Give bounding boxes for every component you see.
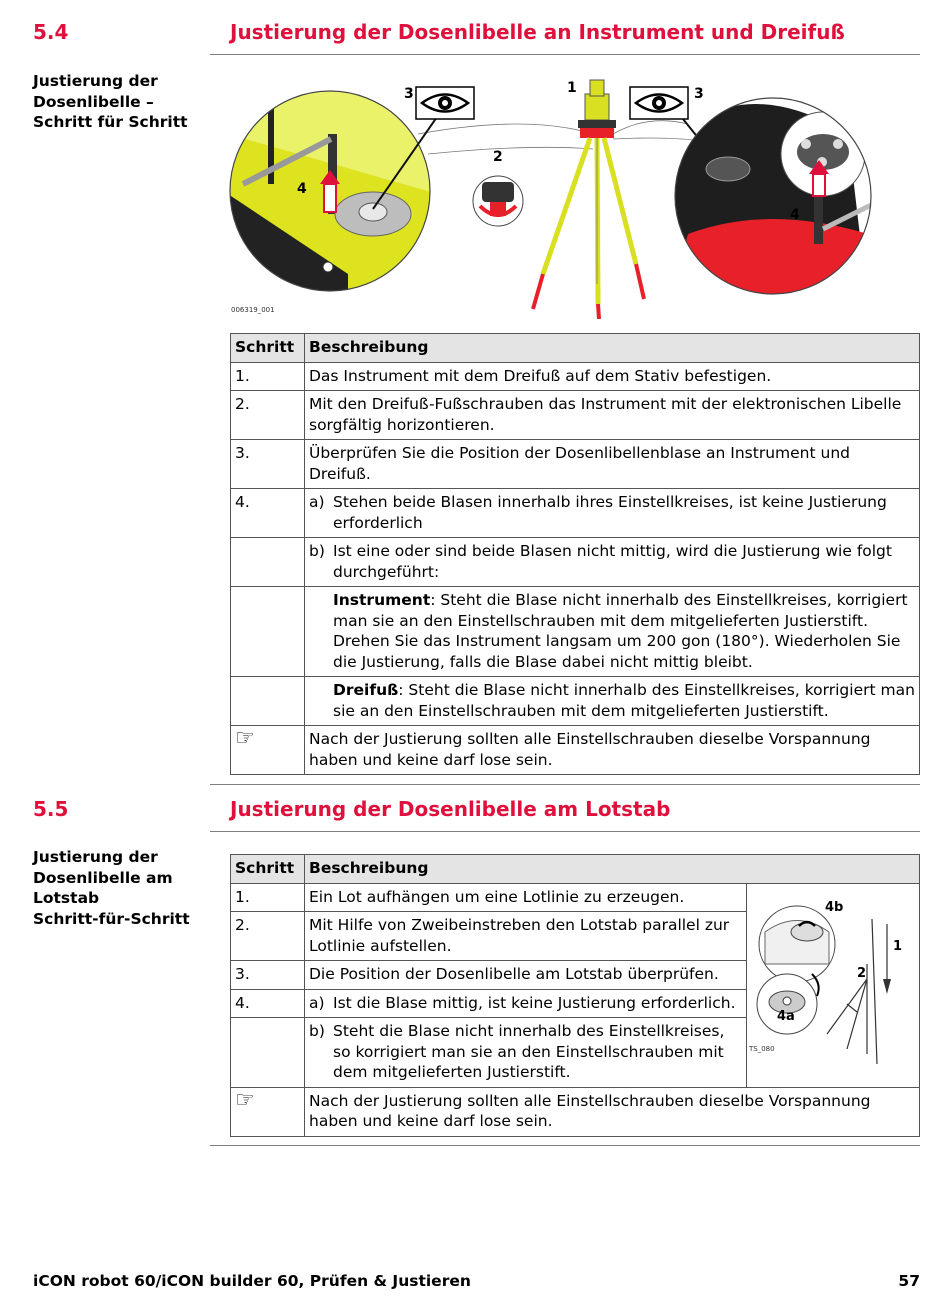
table-row [231,538,920,587]
side-heading-line: Justierung der [33,72,158,90]
table-row [231,489,920,538]
step-text [305,587,920,677]
side-heading-line: Lotstab [33,889,100,907]
step-number: 4. [231,989,305,1018]
steps-table [230,854,920,1137]
step-text: Das Instrument mit dem Dreifuß auf dem Stativ befestigen. [305,362,920,391]
hand-pointer-icon: ☞ [231,1087,305,1136]
side-heading [33,71,208,133]
note-text: Nach der Justierung sollten alle Einstellschrauben dieselbe Vorspannung haben und keine darf lose sein. [305,1087,920,1136]
side-heading-line: Dosenlibelle – [33,92,154,111]
step-text [305,677,920,726]
section-title: Justierung der Dosenlibelle an Instrument und Dreifuß [230,20,845,44]
step-text: Die Position der Dosenlibelle am Lotstab überprüfen. [305,961,747,990]
step-number [231,538,305,587]
instrument-detail-right [668,94,903,304]
note-text: Nach der Justierung sollten alle Einstellschrauben dieselbe Vorspannung haben und keine darf lose sein. [305,726,920,775]
sub-text: Stehen beide Blasen innerhalb ihres Einstellkreises, ist keine Justierung erforderlich [333,493,887,532]
table-row [231,883,920,912]
step-text: Mit Hilfe von Zweibeinstreben den Lotstab parallel zur Lotlinie aufstellen. [305,912,747,961]
footscrew-detail [473,176,523,226]
bold-term: Dreifuß [333,681,399,699]
steps-table [230,333,920,775]
section-rule [210,831,920,832]
table-row [231,726,920,775]
page-number: 57 [898,1272,920,1290]
sub-text: : Steht die Blase nicht innerhalb des Einstellkreises, korrigiert man sie an den Einstellschrauben mit dem mitgelieferten Justierstift. Drehen Sie das Instrument langsam um 200 gon (180°). Wiederholen Sie die Justierung, falls die Blase dabei nicht mittig bleibt. [333,591,908,671]
hand-pointer-icon: ☞ [231,726,305,775]
plumb-bob-icon [883,979,891,994]
table-row [231,391,920,440]
plumb-pole-figure [747,884,917,1074]
section-number: 5.5 [33,797,69,821]
table-row [231,677,920,726]
section-rule [210,1145,920,1146]
footer-title: iCON robot 60/iCON builder 60, Prüfen & Justieren [33,1272,471,1290]
side-heading-line: Justierung der [33,848,158,866]
tripod-instrument [533,80,644,319]
header-step: Schritt [231,334,305,363]
step-number: 2. [231,391,305,440]
table-header-row [231,334,920,363]
step-number: 3. [231,961,305,990]
sub-text: Ist eine oder sind beide Blasen nicht mittig, wird die Justierung wie folgt durchgeführt: [333,542,892,581]
callout-3-left: 3 [404,86,414,102]
step-number: 2. [231,912,305,961]
callout-2: 2 [857,965,867,981]
step-text [305,989,747,1018]
header-description: Beschreibung [305,334,920,363]
side-heading [33,847,208,929]
sub-label: b) [309,1022,325,1040]
sub-label: a) [309,993,325,1012]
adjustment-figure [228,74,918,319]
callout-4b: 4b [825,899,844,915]
step-text: Überprüfen Sie die Position der Dosenlibellenblase an Instrument und Dreifuß. [305,440,920,489]
table-row [231,440,920,489]
side-heading-line: Dosenlibelle am [33,868,173,887]
eye-icon [630,87,688,119]
bold-term: Instrument [333,591,431,609]
step-number: 4. [231,489,305,538]
callout-4-left: 4 [297,181,307,197]
callout-2: 2 [493,149,503,165]
step-number: 3. [231,440,305,489]
header-step: Schritt [231,855,305,884]
step-number [231,677,305,726]
tribrach-detail-left [228,74,438,314]
table-row [231,1087,920,1136]
step-number: 1. [231,362,305,391]
table-row [231,362,920,391]
section-rule [210,784,920,785]
step-number: 1. [231,883,305,912]
pole-figure-cell [747,883,920,1087]
figure-code: TS_080 [749,1044,775,1053]
header-description: Beschreibung [305,855,920,884]
callout-1: 1 [567,80,577,96]
side-heading-line: Schritt-für-Schritt [33,909,190,928]
section-title: Justierung der Dosenlibelle am Lotstab [230,797,671,821]
sub-text: Steht die Blase nicht innerhalb des Einstellkreises, so korrigiert man sie an den Einstellschrauben mit dem mitgelieferten Justierstift. [333,1022,725,1081]
callout-4-right: 4 [790,207,800,223]
step-text [305,489,920,538]
table-row [231,587,920,677]
sub-label: a) [309,493,325,511]
figure-code: 006319_001 [231,306,275,314]
sub-text: Ist die Blase mittig, ist keine Justierung erforderlich. [333,993,736,1012]
side-heading-line: Schritt für Schritt [33,113,188,131]
step-text [305,1018,747,1088]
step-text: Mit den Dreifuß-Fußschrauben das Instrument mit der elektronischen Libelle sorgfältig horizontieren. [305,391,920,440]
table-header-row [231,855,920,884]
step-text: Ein Lot aufhängen um eine Lotlinie zu erzeugen. [305,883,747,912]
eye-icon [416,87,474,119]
section-number: 5.4 [33,20,69,44]
callout-1: 1 [893,938,903,954]
callout-4a: 4a [777,1008,795,1024]
step-text [305,538,920,587]
step-number [231,1018,305,1088]
pole-detail-bottom [757,974,817,1034]
sub-text: : Steht die Blase nicht innerhalb des Einstellkreises, korrigiert man sie an den Einstellschrauben mit dem mitgelieferten Justierstift. [333,681,915,720]
pole-detail-top [759,906,835,982]
callout-3-right: 3 [694,86,704,102]
section-rule [210,54,920,55]
sub-label: b) [309,542,325,560]
plumb-pole [827,919,887,1064]
step-number [231,587,305,677]
